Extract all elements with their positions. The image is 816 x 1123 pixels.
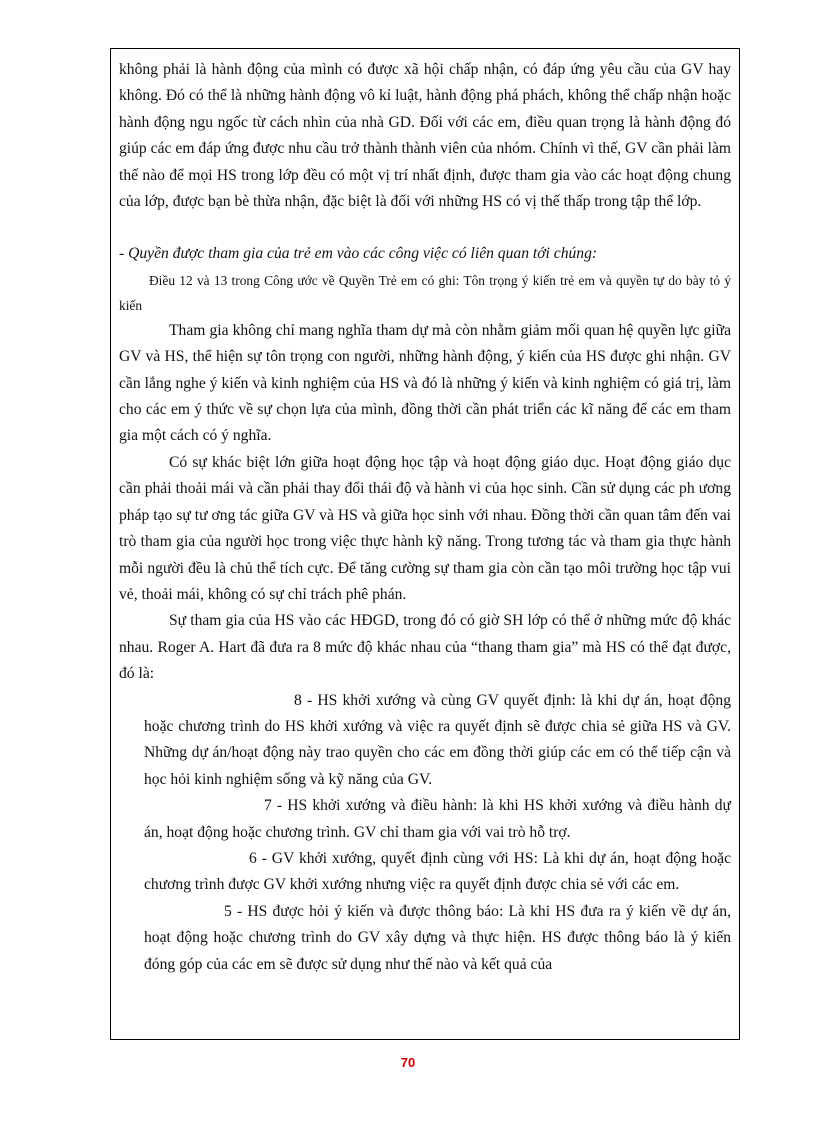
page-border-frame <box>110 48 740 1040</box>
participation-level-item: 6 - GV khởi xướng, quyết định cùng với HS: Là khi dự án, hoạt động hoặc chương trình được GV khởi xướng nhưng việc ra quyết định được chia sẻ với các em. <box>144 849 731 894</box>
body-paragraph: không phải là hành động của mình có được xã hội chấp nhận, có đáp ứng yêu cầu của GV hay không. Đó có thể là những hành động vô kỉ luật, hành động phá phách, không thể chấp nhận hoặc hành động ngu ngốc từ cách nhìn của nhà GD. Đối với các em, điều quan trọng là hành động đó giúp các em đáp ứng được nhu cầu trở thành thành viên của nhóm. Chính vì thế, GV cần phải làm thế nào để mọi HS trong lớp đều có một vị trí nhất định, được tham gia vào các hoạt động chung của lớp, được bạn bè thừa nhận, đặc biệt là đối với những HS có vị thế thấp trong tập thể lớp. <box>119 61 731 211</box>
page-content <box>119 57 731 978</box>
page-number: 70 <box>400 1055 416 1070</box>
participation-level-item: 7 - HS khởi xướng và điều hành: là khi HS khởi xướng và điều hành dự án, hoạt động hoặc chương trình. GV chỉ tham gia với vai trò hỗ trợ. <box>144 797 731 841</box>
section-heading: - Quyền được tham gia của trẻ em vào các công việc có liên quan tới chúng: <box>119 245 598 263</box>
participation-level-item: 5 - HS được hỏi ý kiến và được thông báo: Là khi HS đưa ra ý kiến về dự án, hoạt động hoặc chương trình do GV xây dựng và thực hiện. HS được thông báo là ý kiến đóng góp của các em sẽ được sử dụng như thế nào và kết quả của <box>144 902 731 973</box>
body-paragraph: Sự tham gia của HS vào các HĐGD, trong đó có giờ SH lớp có thể ở những mức độ khác nhau. Roger A. Hart đã đưa ra 8 mức độ khác nhau của “thang tham gia” mà HS có thể đạt được, đó là: <box>119 612 731 683</box>
convention-note: Điều 12 và 13 trong Công ước về Quyền Trẻ em có ghi: Tôn trọng ý kiến trẻ em và quyền tự do bày tỏ ý kiến <box>119 272 731 313</box>
body-paragraph: Tham gia không chỉ mang nghĩa tham dự mà còn nhằm giảm mối quan hệ quyền lực giữa GV và HS, thể hiện sự tôn trọng con người, những hành động, ý kiến của HS được ghi nhận. GV cần lắng nghe ý kiến và kinh nghiệm của HS và đó là những ý kiến và kinh nghiệm có giá trị, làm cho các em ý thức về sự chọn lựa của mình, đồng thời cần phát triển các kĩ năng để các em tham gia một cách có ý nghĩa. <box>119 321 731 445</box>
paragraph-spacer <box>119 215 731 241</box>
body-paragraph: Có sự khác biệt lớn giữa hoạt động học tập và hoạt động giáo dục. Hoạt động giáo dục cần phải thoải mái và cần phải thay đổi thái độ và hành vi của học sinh. Cần sử dụng các ph ương pháp tạo sự tư ơng tác giữa GV và HS và giữa học sinh với nhau. Đồng thời cần quan tâm đến vai trò tham gia của người học trong việc thực hành kỹ năng. Trong tương tác và tham gia thực hành mỗi người đều là chủ thể tích cực. Để tăng cường sự tham gia còn cần tạo môi trường học tập vui vẻ, thoải mái, không có sự chỉ trách phê phán. <box>119 453 731 603</box>
participation-level-item: 8 - HS khởi xướng và cùng GV quyết định: là khi dự án, hoạt động hoặc chương trình do HS khởi xướng và việc ra quyết định sẽ được chia sẻ giữa HS và GV. Những dự án/hoạt động này trao quyền cho các em đồng thời giúp các em có thể tiếp cận và học hỏi kinh nghiệm sống và kỹ năng của GV. <box>144 691 731 788</box>
